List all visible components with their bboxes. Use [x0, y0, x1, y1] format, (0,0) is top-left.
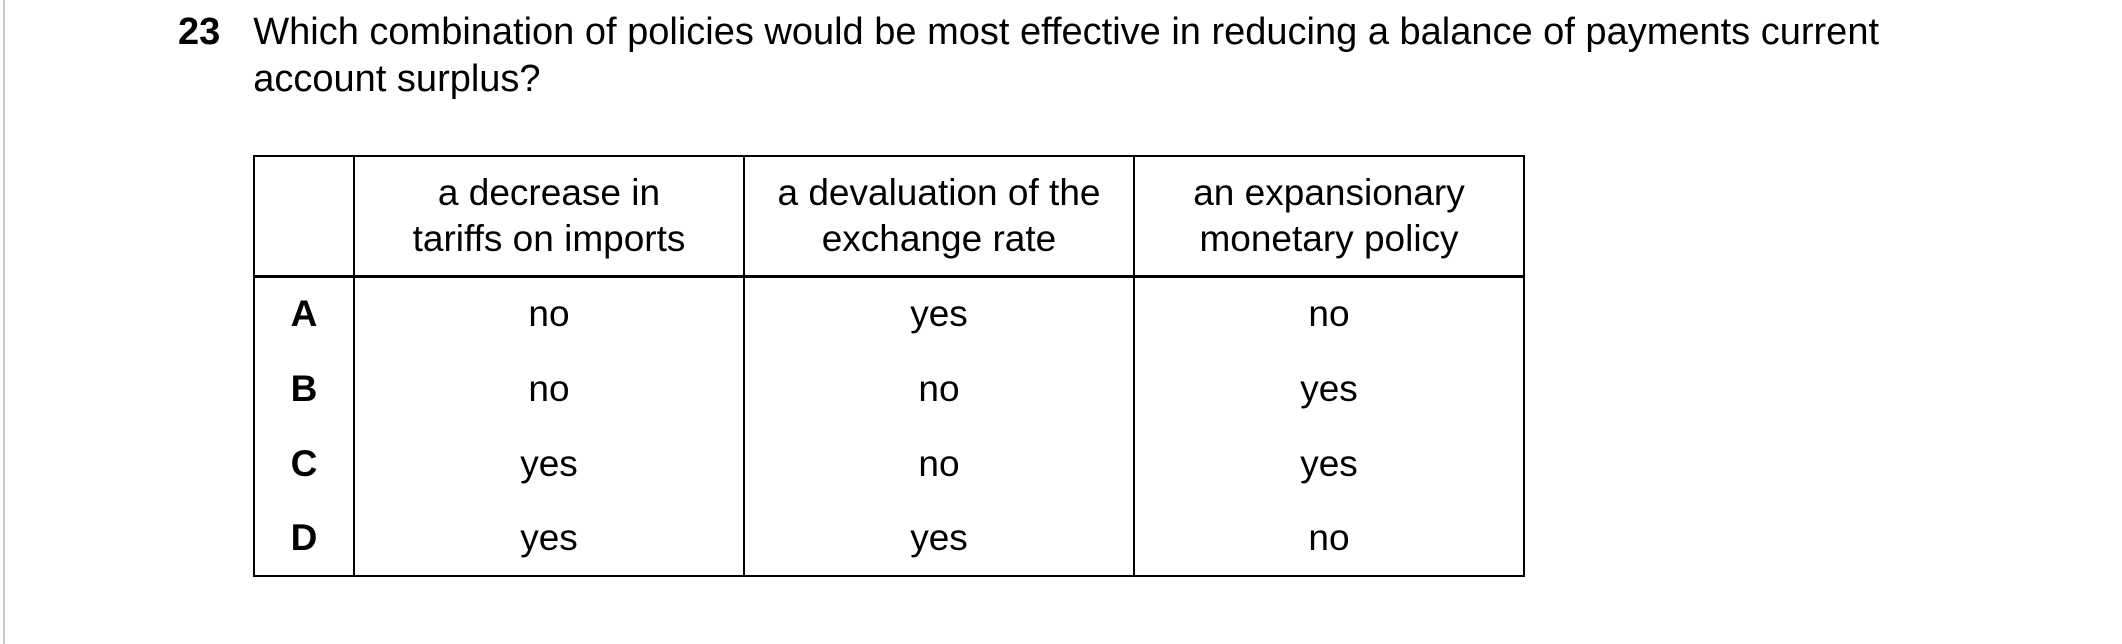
column-header-tariffs: [354, 156, 744, 276]
cell-value: no: [744, 426, 1134, 501]
empty-header-cell: [254, 156, 354, 276]
question-text-line-1: Which combination of policies would be most effective in reducing a balance of payments current: [253, 11, 1880, 53]
page-edge-line: [3, 0, 5, 644]
column-header-line: tariffs on imports: [412, 217, 686, 259]
cell-value: yes: [744, 501, 1134, 576]
row-label: B: [254, 351, 354, 426]
policies-table: [253, 155, 1525, 577]
cell-value: no: [354, 351, 744, 426]
cell-value: yes: [354, 501, 744, 576]
column-header-line: an expansionary: [1193, 171, 1465, 213]
question-text-line-2: account surplus?: [253, 58, 541, 100]
column-header-line: a devaluation of the: [777, 171, 1101, 213]
table-row-d: [254, 501, 1524, 576]
cell-value: no: [1134, 276, 1524, 351]
table-header-row: [254, 156, 1524, 276]
table-row-b: [254, 351, 1524, 426]
question-text: [253, 9, 1879, 103]
cell-value: no: [354, 276, 744, 351]
table-row-c: [254, 426, 1524, 501]
column-header-devaluation: [744, 156, 1134, 276]
question-block: [178, 9, 1879, 103]
column-header-monetary: [1134, 156, 1524, 276]
cell-value: yes: [1134, 426, 1524, 501]
column-header-line: monetary policy: [1199, 217, 1459, 259]
table-row-a: [254, 276, 1524, 351]
column-header-line: exchange rate: [821, 217, 1057, 259]
cell-value: no: [1134, 501, 1524, 576]
cell-value: yes: [354, 426, 744, 501]
column-header-line: a decrease in: [437, 171, 661, 213]
question-number: 23: [178, 11, 221, 53]
row-label: A: [254, 276, 354, 351]
cell-value: yes: [744, 276, 1134, 351]
cell-value: no: [744, 351, 1134, 426]
cell-value: yes: [1134, 351, 1524, 426]
row-label: C: [254, 426, 354, 501]
row-label: D: [254, 501, 354, 576]
